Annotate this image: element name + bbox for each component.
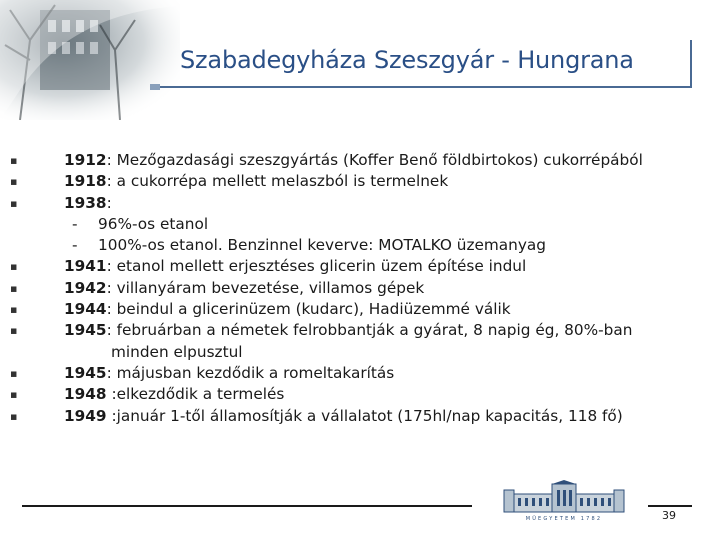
title-side-rule: [690, 40, 692, 88]
item-year: 1918: [64, 172, 107, 191]
square-bullet-icon: ▪: [10, 196, 18, 210]
item-year: 1945: [64, 363, 107, 382]
item-year: 1941: [64, 257, 107, 276]
item-text: : a cukorrépa mellett melaszból is termelnek: [106, 172, 449, 191]
item-text: : májusban kezdődik a romeltakarítás: [106, 363, 395, 382]
item-year: 1942: [64, 278, 107, 297]
item-year: 1945: [64, 321, 107, 340]
square-bullet-icon: ▪: [10, 366, 18, 380]
item-year: 1944: [64, 300, 107, 319]
item-year: 1912: [64, 151, 107, 169]
item-year: 1938: [64, 193, 107, 212]
sub-list-item: [10, 214, 710, 235]
square-bullet-icon: ▪: [10, 303, 18, 317]
history-list: [10, 150, 710, 427]
square-bullet-icon: ▪: [10, 409, 18, 423]
item-text: : februárban a németek felrobbantják a gyárat, 8 napig ég, 80%-ban: [106, 321, 633, 340]
list-item: [10, 193, 710, 214]
list-item: [10, 150, 710, 171]
item-text: :elkezdődik a termelés: [106, 385, 285, 404]
sub-item-text: 100%-os etanol. Benzinnel keverve: MOTALKO üzemanyag: [98, 236, 547, 255]
list-item: [10, 384, 710, 405]
university-building-logo: [500, 480, 628, 522]
list-item: [10, 278, 710, 299]
footer-rule-left: [22, 505, 472, 507]
list-item: [10, 406, 710, 427]
item-text: : villanyáram bevezetése, villamos gépek: [106, 278, 425, 297]
page-number: 39: [662, 509, 676, 522]
item-text: : etanol mellett erjesztéses glicerin üzem építése indul: [106, 257, 527, 276]
item-text: :: [106, 193, 112, 212]
dash-icon: -: [72, 214, 78, 233]
square-bullet-icon: ▪: [10, 324, 18, 338]
title-rule-accent: [150, 84, 160, 90]
list-item: [10, 363, 710, 384]
square-bullet-icon: ▪: [10, 175, 18, 189]
logo-text: MŰEGYETEM 1782: [525, 516, 603, 522]
square-bullet-icon: ▪: [10, 281, 18, 295]
list-item: [10, 320, 710, 363]
item-text: : beindul a glicerinüzem (kudarc), Hadiüzemmé válik: [106, 300, 511, 319]
list-item: [10, 299, 710, 320]
list-item: [10, 256, 710, 277]
slide-title: Szabadegyháza Szeszgyár - Hungrana: [180, 46, 634, 74]
title-underline: [150, 86, 692, 88]
item-year: 1948: [64, 385, 107, 404]
square-bullet-icon: ▪: [10, 154, 18, 167]
item-text: :január 1-től államosítják a vállalatot (175hl/nap kapacitás, 118 fő): [106, 406, 623, 425]
footer-rule-right: [648, 505, 692, 507]
item-text: : Mezőgazdasági szeszgyártás (Koffer Benő földbirtokos) cukorrépából: [106, 151, 643, 169]
list-item: [10, 171, 710, 192]
sub-list-item: [10, 235, 710, 256]
item-continuation: minden elpusztul: [111, 342, 243, 361]
square-bullet-icon: ▪: [10, 260, 18, 274]
sub-item-text: 96%-os etanol: [98, 214, 209, 233]
building-photo-corner: [0, 0, 180, 120]
item-year: 1949: [64, 406, 107, 425]
square-bullet-icon: ▪: [10, 388, 18, 402]
dash-icon: -: [72, 236, 78, 255]
